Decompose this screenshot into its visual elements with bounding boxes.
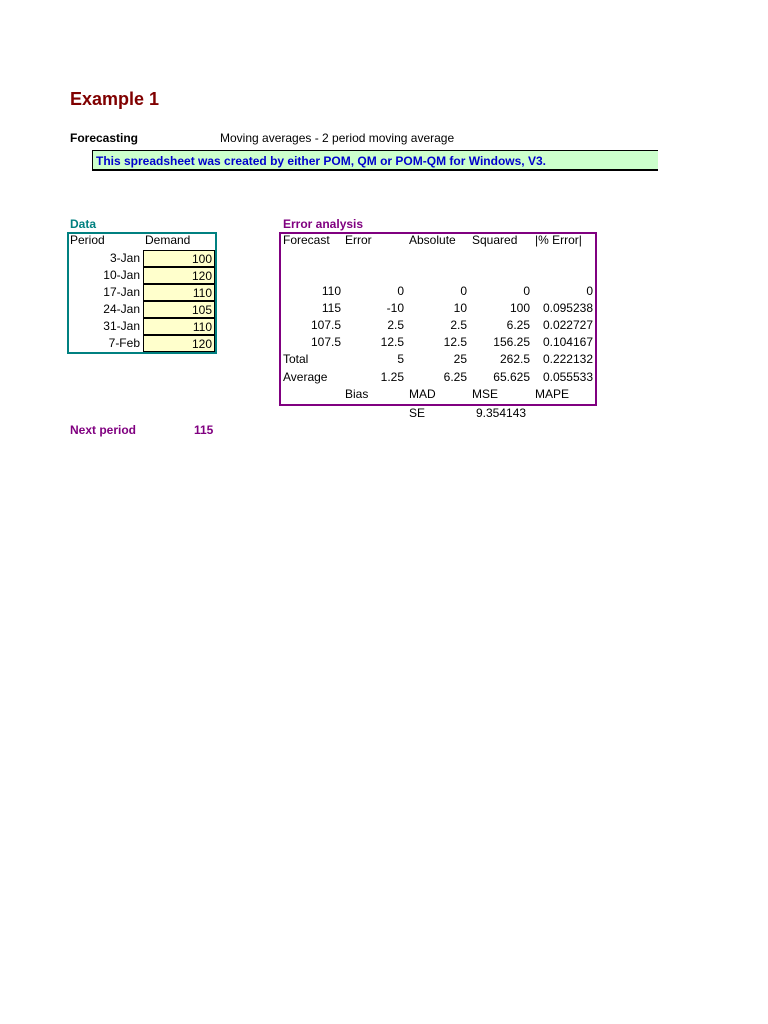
error-cell: 107.5 [310, 335, 341, 349]
demand-cell[interactable]: 110 [143, 318, 215, 335]
error-cell: 2.5 [450, 318, 467, 332]
next-period-label: Next period [70, 423, 137, 437]
error-cell: 156.25 [493, 335, 530, 349]
error-cell: 0.095238 [542, 301, 593, 315]
period-header: Period [70, 233, 105, 247]
error-cell: -10 [386, 301, 404, 315]
info-banner [92, 150, 658, 171]
period-cell: 17-Jan [103, 285, 140, 299]
banner-text: This spreadsheet was created by either POM, QM or POM-QM for Windows, V3. [96, 154, 546, 168]
period-cell: 3-Jan [109, 251, 140, 265]
error-cell: 12.5 [380, 335, 404, 349]
period-cell: 10-Jan [103, 268, 140, 282]
error-cell: 107.5 [310, 318, 341, 332]
demand-cell[interactable]: 110 [143, 284, 215, 301]
demand-header: Demand [145, 233, 191, 247]
se-value: 9.354143 [476, 406, 527, 420]
bias-label: Bias [345, 387, 369, 401]
demand-cell[interactable]: 105 [143, 301, 215, 318]
error-section-title: Error analysis [283, 217, 364, 231]
period-cell: 24-Jan [103, 302, 140, 316]
se-label: SE [409, 406, 426, 420]
error-cell: 110 [321, 284, 341, 298]
data-section-title: Data [70, 217, 97, 231]
squared-header: Squared [472, 233, 518, 247]
error-header: Error [345, 233, 372, 247]
error-cell: 10 [453, 301, 467, 315]
forecasting-label: Forecasting [70, 131, 139, 145]
next-period-value: 115 [194, 423, 214, 437]
demand-cell[interactable]: 120 [143, 335, 215, 352]
absolute-header: Absolute [409, 233, 456, 247]
total-cell: 262.5 [499, 352, 530, 366]
average-label: Average [283, 370, 328, 384]
average-cell: 65.625 [493, 370, 530, 384]
method-label: Moving averages - 2 period moving average [220, 131, 455, 145]
forecast-header: Forecast [283, 233, 330, 247]
mape-label: MAPE [535, 387, 570, 401]
error-cell: 12.5 [443, 335, 467, 349]
demand-cell[interactable]: 100 [143, 250, 215, 267]
average-cell: 6.25 [443, 370, 467, 384]
total-cell: 25 [453, 352, 467, 366]
mad-label: MAD [409, 387, 436, 401]
error-cell: 115 [321, 301, 341, 315]
error-cell: 0.022727 [542, 318, 593, 332]
total-cell: 5 [397, 352, 404, 366]
period-cell: 31-Jan [103, 319, 140, 333]
average-cell: 1.25 [380, 370, 404, 384]
pct-error-header: |% Error| [535, 233, 582, 247]
error-cell: 0 [586, 284, 593, 298]
error-cell: 0 [460, 284, 467, 298]
error-cell: 6.25 [506, 318, 530, 332]
demand-cell[interactable]: 120 [143, 267, 215, 284]
total-cell: 0.222132 [542, 352, 593, 366]
period-cell: 7-Feb [108, 336, 140, 350]
error-cell: 0 [523, 284, 530, 298]
average-cell: 0.055533 [542, 370, 593, 384]
error-cell: 0 [397, 284, 404, 298]
error-cell: 100 [509, 301, 530, 315]
mse-label: MSE [472, 387, 499, 401]
page-title: Example 1 [70, 89, 160, 109]
error-cell: 2.5 [387, 318, 404, 332]
error-cell: 0.104167 [542, 335, 593, 349]
total-label: Total [283, 352, 309, 366]
